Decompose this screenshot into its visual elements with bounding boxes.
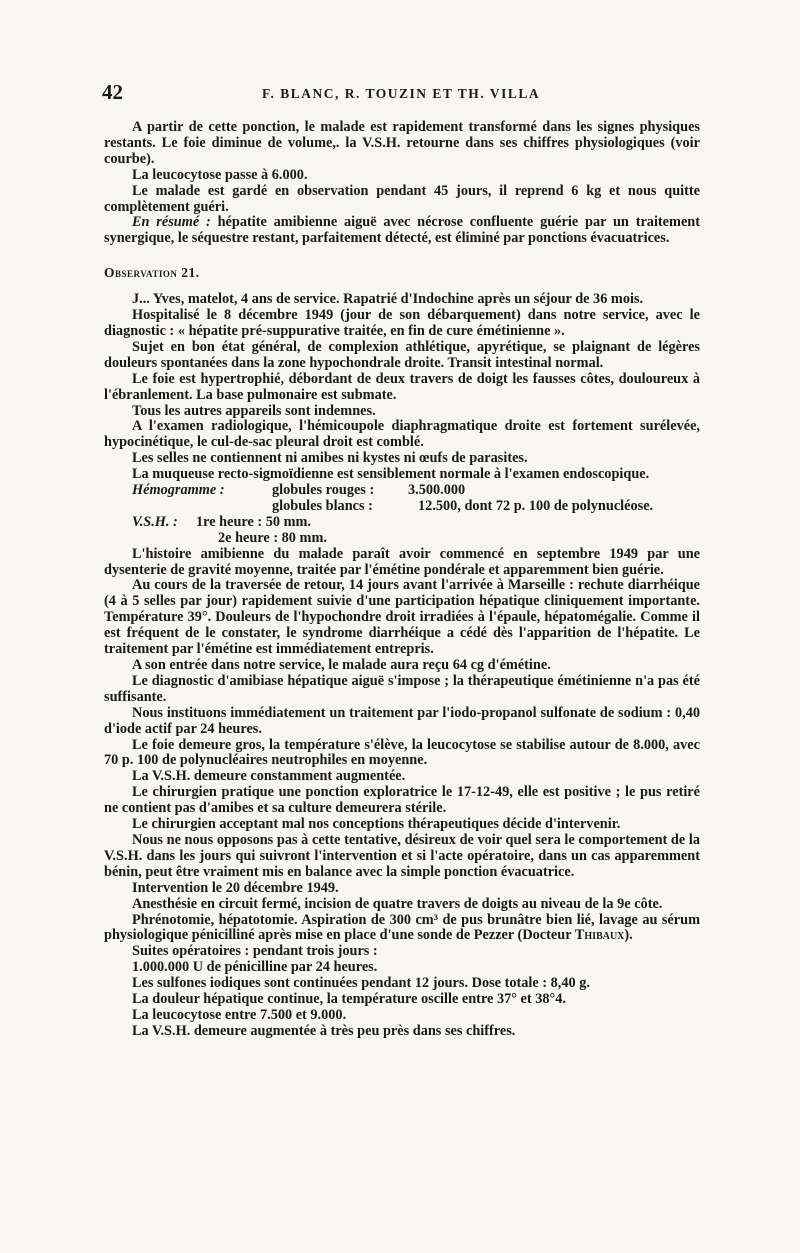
page-number: 42 xyxy=(102,80,123,104)
paragraph xyxy=(104,913,700,945)
hemogram-row-2 xyxy=(104,499,700,515)
paragraph: Les selles ne contiennent ni amibes ni kystes ni œufs de parasites. xyxy=(132,450,528,467)
paragraph: Le malade est gardé en observation pendant 45 jours, il reprend 6 kg et nous quitte complètement guéri. xyxy=(104,182,700,215)
paragraph: A son entrée dans notre service, le malade aura reçu 64 cg d'émétine. xyxy=(132,657,551,673)
paragraph: Intervention le 20 décembre 1949. xyxy=(132,879,339,896)
paragraph: La V.S.H. demeure constamment augmentée. xyxy=(132,768,406,785)
paragraph: La V.S.H. demeure augmentée à très peu près dans ses chiffres. xyxy=(132,1022,516,1039)
paragraph: A l'examen radiologique, l'hémicoupole diaphragmatique droite est fortement surélevée, hypocinétique, le cul-de-sac pleural droit est comblé. xyxy=(104,418,700,451)
paragraph: La muqueuse recto-sigmoïdienne est sensiblement normale à l'examen endoscopique. xyxy=(132,466,650,483)
paragraph-text: Phrénotomie, hépatotomie. Aspiration de 300 cm³ de pus brunâtre bien lié, lavage au sérum physiologique pénicilliné après mise en place d'une sonde de Pezzer (Docteur xyxy=(104,911,700,944)
white-cells-label: globules blancs : xyxy=(272,497,373,514)
paragraph: L'histoire amibienne du malade paraît avoir commencé en septembre 1949 par une dysenterie de gravité moyenne, traitée par l'émétine pondérale et apparemment bien guérie. xyxy=(104,545,700,578)
paragraph: J... Yves, matelot, 4 ans de service. Rapatrié d'Indochine après un séjour de 36 mois. xyxy=(132,291,644,308)
observation-heading: Observation 21. xyxy=(104,265,200,281)
red-cells-label: globules rouges : xyxy=(272,482,375,499)
paragraph: Sujet en bon état général, de complexion athlétique, apyrétique, se plaignant de légères douleurs spontanées dans la zone hypochondrale droite. Transit intestinal normal. xyxy=(104,338,700,371)
page-header xyxy=(102,80,702,104)
vsh-row-2 xyxy=(104,531,700,547)
vsh-second-hour: 2e heure : 80 mm. xyxy=(218,529,327,546)
paragraph: La leucocytose passe à 6.000. xyxy=(132,166,308,183)
paragraph: La leucocytose entre 7.500 et 9.000. xyxy=(132,1006,347,1023)
page-body xyxy=(104,120,700,1040)
white-cells-value: 12.500, dont 72 p. 100 de polynucléose. xyxy=(418,497,654,514)
hemogram-row-1 xyxy=(104,483,700,499)
paragraph: Le foie demeure gros, la température s'élève, la leucocytose se stabilise autour de 8.000, avec 70 p. 100 de polynucléaires neutrophiles en moyenne. xyxy=(104,736,700,769)
paragraph: A partir de cette ponction, le malade est rapidement transformé dans les signes physiques restants. Le foie diminue de volume,. la V.S.H. retourne dans ses chiffres physiologiques (voir courbe). xyxy=(104,119,700,167)
summary-paragraph xyxy=(104,215,700,247)
vsh-first-hour: 1re heure : 50 mm. xyxy=(196,513,312,530)
red-cells-value: 3.500.000 xyxy=(408,482,466,499)
paragraph-text: ). xyxy=(624,927,633,944)
doctor-name: Thibaux xyxy=(574,927,625,944)
paragraph: 1.000.000 U de pénicilline par 24 heures. xyxy=(132,959,378,976)
paragraph: Nous instituons immédiatement un traitement par l'iodo-propanol sulfonate de sodium : 0,40 d'iode actif par 24 heures. xyxy=(104,704,700,737)
paragraph: Hospitalisé le 8 décembre 1949 (jour de son débarquement) dans notre service, avec le diagnostic : « hépatite pré-suppurative traitée, en fin de cure émétinienne ». xyxy=(104,307,700,339)
paragraph: Nous ne nous opposons pas à cette tentative, désireux de voir quel sera le comportement de la V.S.H. dans les jours qui suivront l'intervention et si l'acte opératoire, dans un cas apparemment bénin, peut être vraiment mis en balance avec la simple ponction évacuatrice. xyxy=(104,831,700,880)
summary-label: En résumé : xyxy=(132,214,211,231)
paragraph: Le foie est hypertrophié, débordant de deux travers de doigt les fausses côtes, douloureux à l'ébranlement. La base pulmonaire est submate. xyxy=(104,370,700,403)
paragraph: Anesthésie en circuit fermé, incision de quatre travers de doigts au niveau de la 9e côte. xyxy=(132,895,663,912)
running-title: F. BLANC, R. TOUZIN ET TH. VILLA xyxy=(262,86,541,101)
hemogram-label: Hémogramme : xyxy=(132,482,225,499)
paragraph: Les sulfones iodiques sont continuées pendant 12 jours. Dose totale : 8,40 g. xyxy=(132,975,590,992)
paragraph: Le chirurgien pratique une ponction exploratrice le 17-12-49, elle est positive ; le pus retiré ne contient pas d'amibes et sa culture demeurera stérile. xyxy=(104,784,700,817)
paragraph: Le chirurgien acceptant mal nos conceptions thérapeutiques décide d'intervenir. xyxy=(132,816,621,833)
vsh-row-1 xyxy=(104,515,700,531)
paragraph: Au cours de la traversée de retour, 14 jours avant l'arrivée à Marseille : rechute diarrhéique (4 à 5 selles par jour) rapidement suivie d'une participation hépatique cliniquement importante. Température 39°. Douleurs de l'hypochondre droit irradiées à l'épaule, hépatomégalie. Comme il est fréquent de le constater, le syndrome diarrhéique a cédé dès l'apparition de l'hépatite. Le traitement par l'émétine est immédiatement entrepris. xyxy=(104,577,700,658)
paragraph: Tous les autres appareils sont indemnes. xyxy=(132,402,376,419)
paragraph: La douleur hépatique continue, la température oscille entre 37° et 38°4. xyxy=(132,991,566,1008)
paragraph: Suites opératoires : pendant trois jours : xyxy=(132,943,378,960)
vsh-label: V.S.H. : xyxy=(132,513,178,530)
paragraph: Le diagnostic d'amibiase hépatique aiguë s'impose ; la thérapeutique émétinienne n'a pas été suffisante. xyxy=(104,672,700,705)
summary-text: hépatite amibienne aiguë avec nécrose confluente guérie par un traitement synergique, le séquestre restant, parfaitement détecté, est éliminé par ponctions évacuatrices. xyxy=(104,214,700,247)
